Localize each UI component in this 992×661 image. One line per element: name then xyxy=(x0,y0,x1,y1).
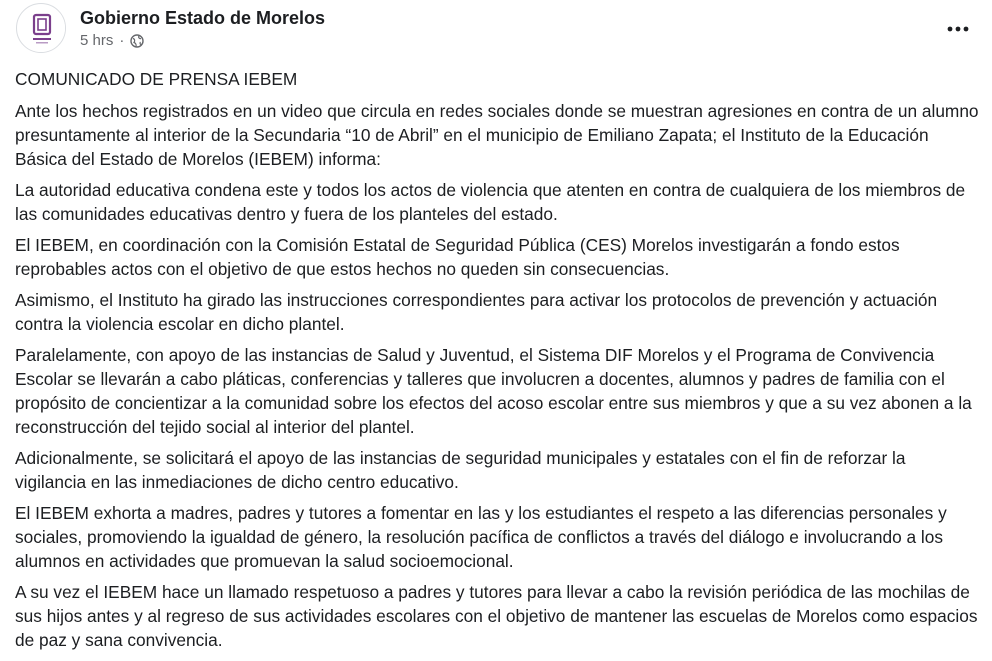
post-paragraph: El IEBEM exhorta a madres, padres y tutores a fomentar en las y los estudiantes el respeto a las diferencias personales y sociales, promoviendo la igualdad de género, la resolución pacífica de conflictos a través del diálogo e involucrando a los alumnos en actividades que promuevan la salud socioemocional. xyxy=(15,503,947,571)
post-paragraph: Asimismo, el Instituto ha girado las instrucciones correspondientes para activar los protocolos de prevención y actuación contra la violencia escolar en dicho plantel. xyxy=(15,290,938,334)
more-horizontal-icon xyxy=(947,26,969,32)
avatar[interactable] xyxy=(16,3,66,53)
post-paragraph: Adicionalmente, se solicitará el apoyo de las instancias de seguridad municipales y estatales con el fin de reforzar la vigilancia en las inmediaciones de dicho centro educativo. xyxy=(15,448,906,492)
globe-icon[interactable] xyxy=(130,34,144,48)
post-paragraph: La autoridad educativa condena este y todos los actos de violencia que atenten en contra de cualquiera de los miembros de las comunidades educativas dentro y fuera de los planteles del estado. xyxy=(15,180,966,224)
post-paragraph: Ante los hechos registrados en un video que circula en redes sociales donde se muestran agresiones en contra de un alumno presuntamente al interior de la Secundaria “10 de Abril” en el municipio de Emiliano Zapata; el Instituto de la Educación Básica del Estado de Morelos (IEBEM) informa: xyxy=(15,101,979,169)
post-paragraph: El IEBEM, en coordinación con la Comisión Estatal de Seguridad Pública (CES) Morelos investigarán a fondo estos reprobables actos con el objetivo de que estos hechos no queden sin consecuencias. xyxy=(15,235,900,279)
post-meta xyxy=(80,32,144,50)
post-timestamp[interactable]: 5 hrs xyxy=(80,32,114,49)
post-header xyxy=(16,3,976,55)
more-options-button[interactable] xyxy=(940,11,976,47)
post-paragraph: Paralelamente, con apoyo de las instancias de Salud y Juventud, el Sistema DIF Morelos y el Programa de Convivencia Escolar se llevarán a cabo pláticas, conferencias y talleres que involucren a docentes, alumnos y padres de familia con el propósito de concientizar a la comunidad sobre los efectos del acoso escolar entre sus miembros y que a su vez abonen a la reconstrucción del tejido social al interior del plantel. xyxy=(15,345,972,437)
post-author[interactable]: Gobierno Estado de Morelos xyxy=(80,8,326,28)
meta-separator: · xyxy=(119,32,125,49)
post-paragraph: A su vez el IEBEM hace un llamado respetuoso a padres y tutores para llevar a cabo la revisión periódica de las mochilas de sus hijos antes y al regreso de sus actividades escolares con el objetivo de mantener las escuelas de Morelos como espacios de paz y sana convivencia. xyxy=(15,582,978,650)
morelos-logo-icon xyxy=(17,4,66,53)
post-content xyxy=(15,67,980,659)
post-title: COMUNICADO DE PRENSA IEBEM xyxy=(15,69,298,89)
